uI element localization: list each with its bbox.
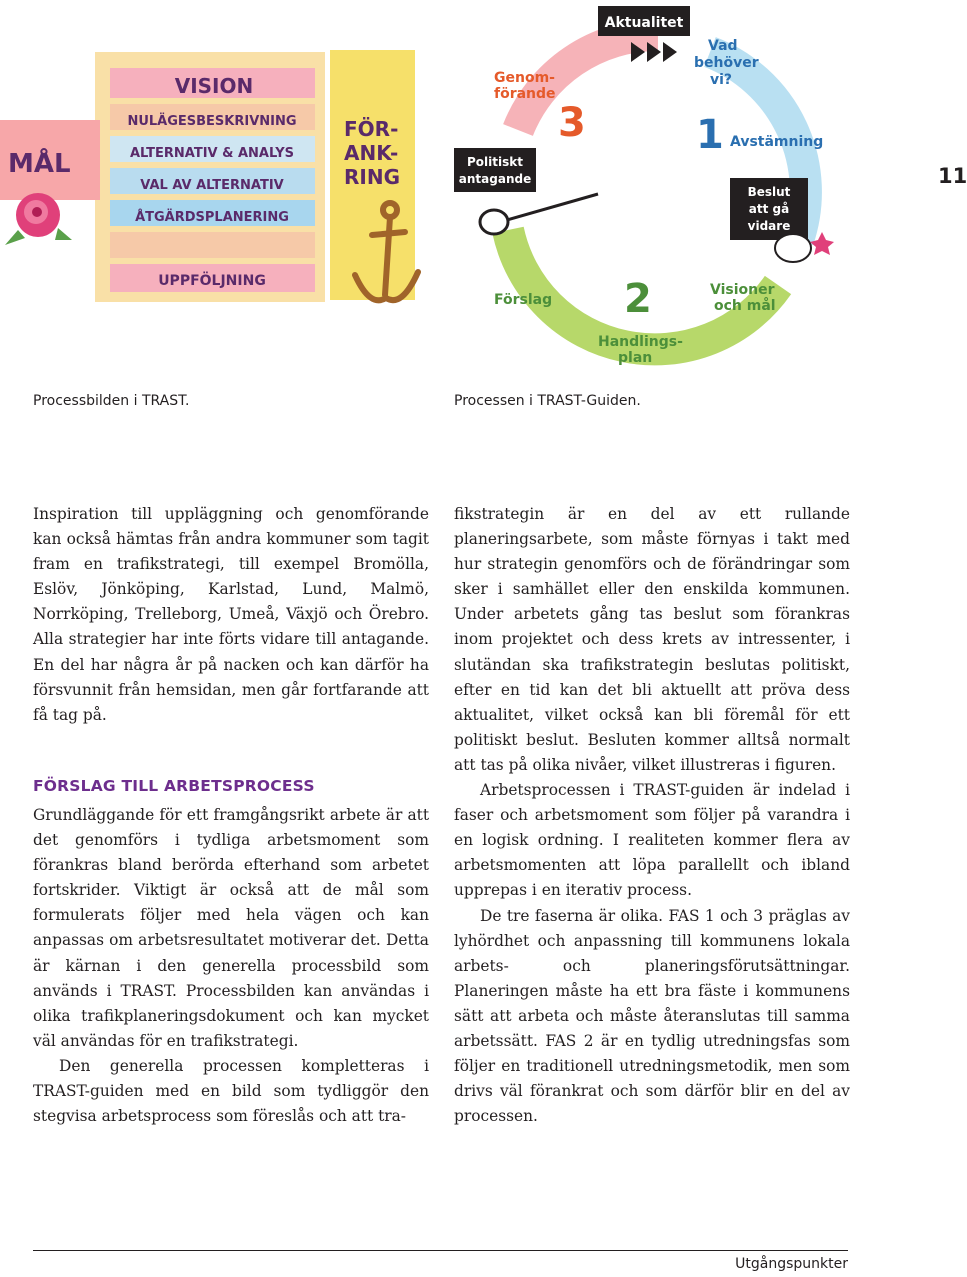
figure-caption-right: Processen i TRAST-Guiden.: [454, 393, 641, 409]
need-label: vi?: [710, 72, 733, 88]
anchoring-label: ANK-: [344, 141, 399, 165]
phase1-number: 1: [696, 112, 724, 158]
thumbs-up-icon: [775, 232, 834, 262]
anchoring-label: RING: [344, 165, 400, 189]
step-label: UPPFÖLJNING: [158, 273, 266, 289]
step-label: ÅTGÄRDSPLANERING: [135, 210, 289, 225]
paragraph: fikstrategin är en del av ett rullande planeringsarbete, som måste förnyas i takt med hur strategin genomförs och de förändringar som sker i samhället eller den enskilda kommunen. Under arbetets gång tas beslut som förankras inom projektet och dess krets av intressenter, i slutändan ska trafikstrategin beslutas politiskt, efter en tid kan det bli aktuellt att pröva dess aktualitet, vilket också kan bli föremål för ett politiskt beslut. Besluten kommer alltså normalt att tas på olika nivåer, vilket illustreras i figuren.: [454, 505, 850, 774]
step-label: VISION: [174, 74, 254, 98]
decision-label: Beslut: [747, 185, 791, 199]
paragraph: Arbetsprocessen i TRAST-guiden är indelad i faser och arbetsmoment som följer på varandra i en logisk ordning. I realiteten kommer flera av arbetsmomenten att löpa parallellt och ibland upprepas i en iterativ process.: [454, 781, 850, 900]
phase3-number: 3: [558, 100, 586, 146]
decision-label: att gå: [748, 202, 790, 216]
paragraph: Inspiration till uppläggning och genomförande kan också hämtas från andra kommuner som tagit fram en trafikstrategi, till exempel Bromölla, Eslöv, Jönköping, Karlstad, Lund, Malmö, Norrköping, Trelleborg, Umeå, Växjö och Örebro. Alla strategier har inte förts vidare till antagande. En del har några år på nacken och kan därför ha försvunnit från hemsidan, men går fortfarande att få tag på.: [33, 505, 429, 724]
step-label: ALTERNATIV & ANALYS: [129, 146, 295, 161]
visions-label: Visioner: [710, 282, 775, 298]
action-plan-label: Handlings-: [598, 334, 683, 350]
right-text-column: [454, 502, 850, 1129]
implementation-label: förande: [494, 86, 556, 102]
need-label: Vad: [708, 38, 738, 54]
footer-rule: [33, 1250, 848, 1251]
step-label: NULÄGESBESKRIVNING: [127, 114, 297, 129]
decision-label: vidare: [747, 219, 791, 233]
reconciliation-label: Avstämning: [730, 134, 824, 150]
anchoring-label: FÖR-: [344, 117, 399, 141]
figure-caption-left: Processbilden i TRAST.: [33, 393, 190, 409]
action-plan-label: plan: [618, 350, 653, 366]
paragraph: De tre faserna är olika. FAS 1 och 3 präglas av lyhördhet och anpassning till kommunens lokala arbets- och planeringsförutsättningar. Planeringen måste ha ett bra fäste i kommunens sätt att arbeta och måste återanslutas till samma arbetssätt. FAS 2 är en tydlig utredningsfas som följer en traditionell utredningsmetodik, men som drivs väl förankrat och som därför blir en del av processen.: [454, 906, 850, 1126]
adopted-label: Politiskt: [467, 155, 523, 169]
adopted-label: antagande: [458, 172, 532, 186]
section-heading: FÖRSLAG TILL ARBETSPROCESS: [33, 776, 315, 795]
gavel-icon: [480, 194, 598, 234]
trast-process-figure: [0, 40, 432, 310]
need-label: behöver: [694, 55, 759, 71]
step-label: VAL AV ALTERNATIV: [140, 178, 284, 193]
paragraph: Den generella processen kompletteras i TRAST-guiden med en bild som tydliggör den stegvisa arbetsprocess som föreslås och att tra-: [33, 1056, 429, 1126]
visions-label: och mål: [714, 298, 776, 314]
implementation-label: Genom-: [494, 70, 555, 86]
footer-section-label: Utgångspunkter: [735, 1256, 848, 1272]
left-text-column: [33, 502, 429, 1129]
trast-guide-cycle-figure: [448, 0, 848, 380]
paragraph: Grundläggande för ett framgångsrikt arbete är att det genomförs i tydliga arbetsmoment som förankras bland berörda efterhand som arbetet fortskrider. Viktigt är också att de mål som formulerats följer med hela vägen och kan anpassas om arbetsresultatet motiverar det. Detta är kärnan i den generella processbild som används i TRAST. Processbilden kan användas i olika trafikplaneringsdokument och kan mycket väl användas för en trafikstrategi.: [33, 805, 429, 1050]
rose-icon: [5, 193, 72, 245]
phase2-number: 2: [624, 276, 652, 322]
goal-label: MÅL: [8, 149, 71, 179]
topicality-label: Aktualitet: [604, 15, 684, 31]
proposal-label: Förslag: [494, 292, 553, 308]
page-number: 11: [938, 164, 967, 188]
